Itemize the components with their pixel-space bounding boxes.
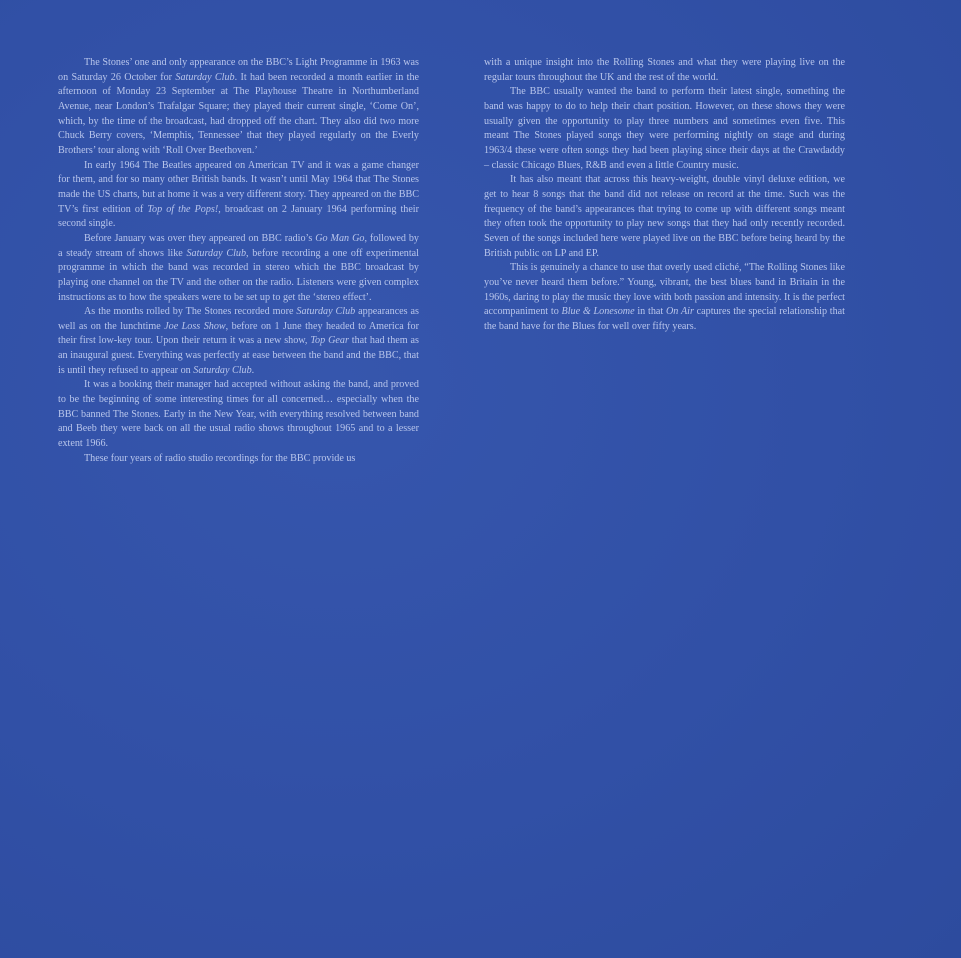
paragraph-four-years: These four years of radio studio recordings for the BBC provide us bbox=[84, 452, 356, 464]
paragraph-bbc-ban: It was a booking their manager had accepted without asking the band, and proved to be the beginning of some interesting times for all concerned… especially when the BBC banned The Stones. Early in the New Year, with everything resolved between band and Beeb they were back on all the usual radio shows throughout 1965 and to a lesser extent 1966. bbox=[58, 379, 419, 450]
paragraph-never-heard-before: This is genuinely a chance to use that overly used cliché, “The Rolling Stones like you’ve never heard them before.” Young, vibrant, the best blues band in Britain in the 1960s, daring to play the music they love with both passion and intensity. It is the perfect accompaniment to Blue & Lonesome in that On Air captures the special relationship that the band have for the Blues for well over fifty years. bbox=[484, 262, 845, 332]
show-title: Saturday Club bbox=[175, 71, 235, 83]
show-title: Joe Loss Show bbox=[164, 320, 226, 332]
left-text-column bbox=[58, 56, 419, 466]
paragraph-stereo-experiment: Before January was over they appeared on BBC radio’s Go Man Go, followed by a steady stream of shows like Saturday Club, before recording a one off experimental programme in which the band was recorded in stereo which the BBC broadcast by playing one channel on the TV and the other on the radio. Listeners were given complex instructions as to how the speakers were to be set up to get the ‘stereo effect’. bbox=[58, 232, 419, 303]
show-title: Saturday Club bbox=[193, 364, 252, 376]
paragraph-latest-single: The BBC usually wanted the band to perform their latest single, something the band was happy to do to help their chart position. However, on these shows they were usually given the opportunity to play three numbers and sometimes even five. This meant The Stones played songs they were performing nightly on stage and during 1963/4 these were often songs they had been playing since their days at the Crawdaddy – classic Chicago Blues, R&B and even a little Country music. bbox=[484, 86, 845, 171]
paragraph-1964-us-tv: In early 1964 The Beatles appeared on American TV and it was a game changer for them, and for so many other British bands. It wasn’t until May 1964 that The Stones made the US charts, but at home it was a very different story. They appeared on the BBC TV’s first edition of Top of the Pops!, broadcast on 2 January 1964 performing their second single. bbox=[58, 159, 419, 230]
paragraph-eight-songs: It has also meant that across this heavy-weight, double vinyl deluxe edition, we get to hear 8 songs that the band did not release on record at the time. Such was the frequency of the band’s appearances that trying to come up with different songs meant they often took the opportunity to play new songs that they had only recently recorded. Seven of the songs included here were played live on the BBC before being heard by the British public on LP and EP. bbox=[484, 174, 845, 259]
paragraph-1963-saturday-club: The Stones’ one and only appearance on the BBC’s Light Programme in 1963 was on Saturday 26 October for Saturday Club. It had been recorded a month earlier in the afternoon of Monday 23 September at The Playhouse Theatre in Northumberland Avenue, near London’s Trafalgar Square; they played their current single, ‘Come On’, which, by the time of the broadcast, had dropped off the chart. They also did two more Chuck Berry covers, ‘Memphis, Tennessee’ that they played regularly on the Everly Brothers’ tour along with ‘Roll Over Beethoven.’ bbox=[58, 57, 419, 156]
paragraph-unique-insight: with a unique insight into the Rolling Stones and what they were playing live on the regular tours throughout the UK and the rest of the world. bbox=[484, 57, 845, 83]
show-title: Saturday Club bbox=[296, 306, 356, 318]
show-title: Top of the Pops! bbox=[147, 203, 219, 215]
right-text-column bbox=[484, 56, 845, 334]
show-title: Top Gear bbox=[310, 335, 349, 347]
album-title: On Air bbox=[665, 306, 694, 318]
album-title: Blue & Lonesome bbox=[561, 306, 635, 318]
paragraph-months-rolled-by: As the months rolled by The Stones recorded more Saturday Club appearances as well as on the lunchtime Joe Loss Show, before on 1 June they headed to America for their first low-key tour. Upon their return it was a new show, Top Gear that had them as an inaugural guest. Everything was perfectly at ease between the band and the BBC, that is until they refused to appear on Saturday Club. bbox=[58, 306, 419, 376]
show-title: Go Man Go bbox=[315, 232, 365, 244]
show-title: Saturday Club bbox=[186, 247, 247, 259]
